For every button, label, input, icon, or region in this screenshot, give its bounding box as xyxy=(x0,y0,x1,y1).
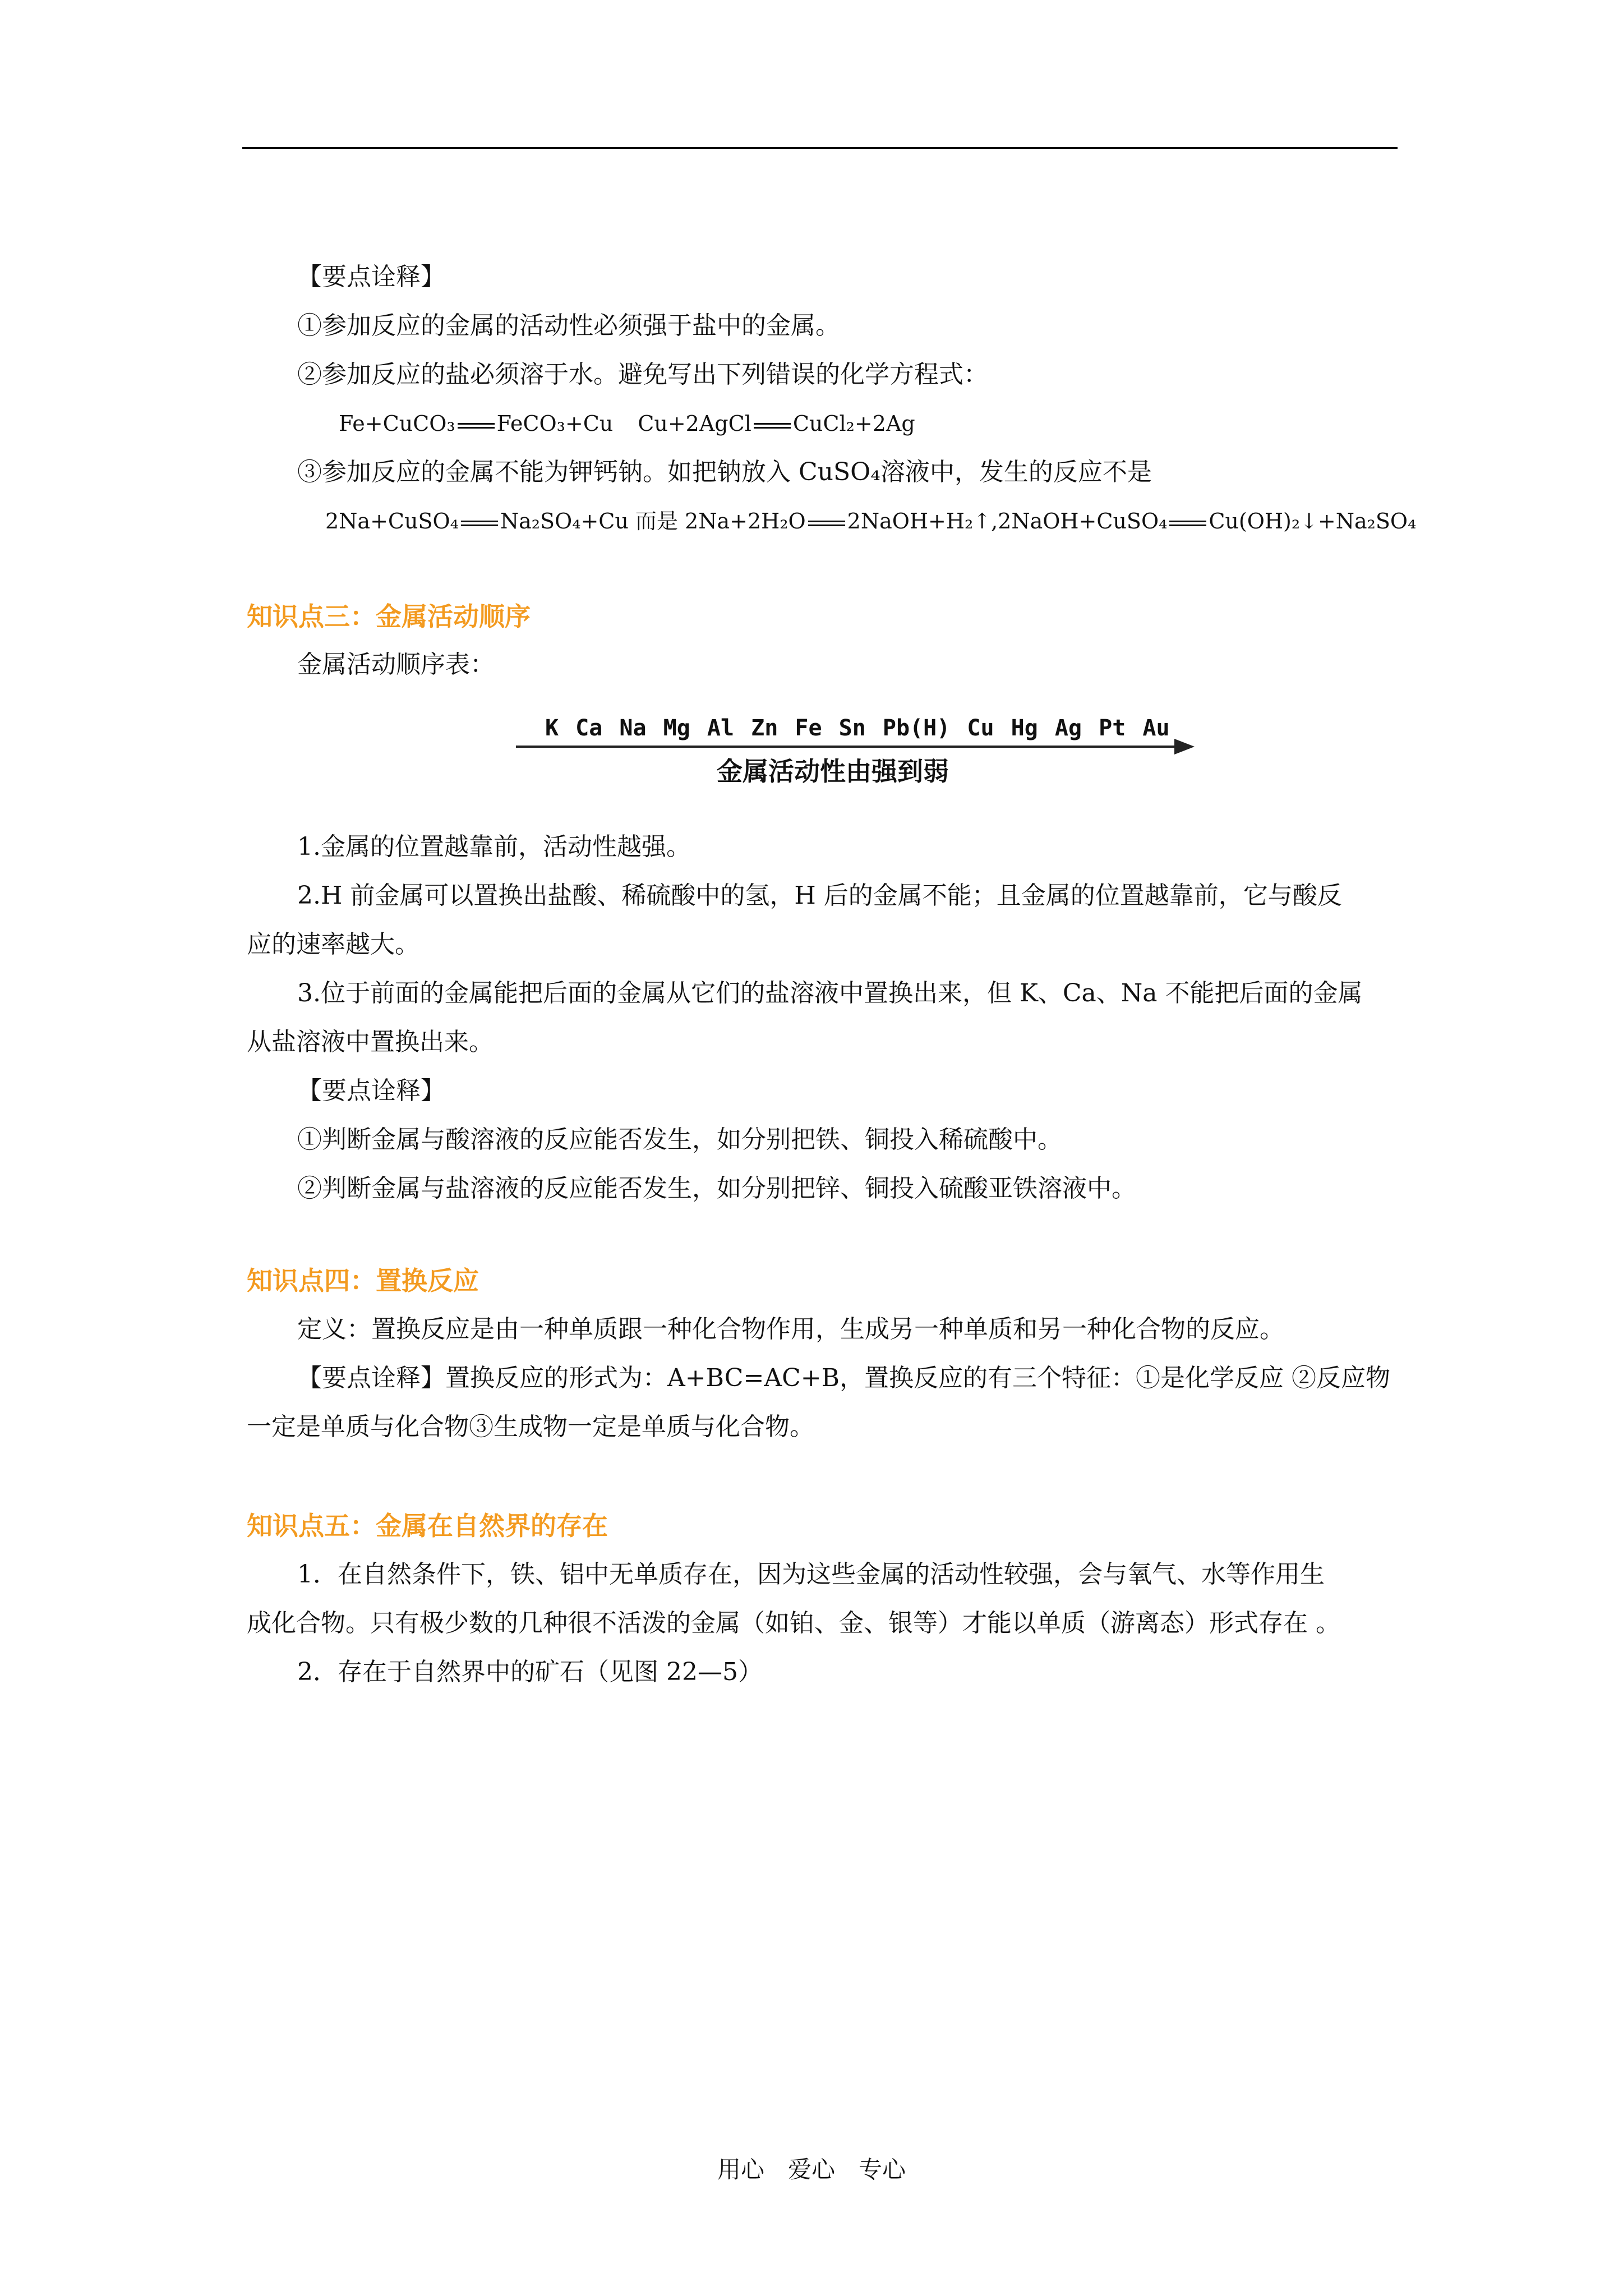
equation-na-h2o-right: 2NaOH+H₂↑, xyxy=(847,509,998,533)
equation-cu-agcl-left: Cu+2AgCl xyxy=(638,411,751,436)
wrong-equations xyxy=(339,407,915,440)
rule-3-line-a: 3.位于前面的金属能把后面的金属从它们的盐溶液中置换出来，但 K、Ca、Na 不能把后面的金属 xyxy=(297,979,1363,1007)
activity-table-label: 金属活动顺序表： xyxy=(297,650,495,679)
rule-3-line-b: 从盐溶液中置换出来。 xyxy=(247,1028,494,1056)
rule-2-line-a: 2.H 前金属可以置换出盐酸、稀硫酸中的氢，H 后的金属不能；且金属的位置越靠前，它与酸反 xyxy=(297,881,1342,910)
equation-naoh-cuso4-left: 2NaOH+CuSO₄ xyxy=(998,509,1168,533)
activity-arrow-caption: 金属活动性由强到弱 xyxy=(717,756,949,786)
equation-na-h2o-left: 2Na+2H₂O xyxy=(685,509,806,533)
header-rule xyxy=(242,147,1398,149)
equals-sign xyxy=(754,423,791,429)
section-4-notes-line-a: 【要点诠释】置换反应的形式为：A+BC=AC+B，置换反应的有三个特征：①是化学反应 ②反应物 xyxy=(297,1364,1390,1392)
notes-title: 【要点诠释】 xyxy=(297,263,445,291)
rule-2-line-b: 应的速率越大。 xyxy=(247,930,419,959)
rule-1: 1.金属的位置越靠前，活动性越强。 xyxy=(297,832,691,861)
note-item-1: ①参加反应的金属的活动性必须强于盐中的金属。 xyxy=(297,311,840,340)
section-3-note-1: ①判断金属与酸溶液的反应能否发生，如分别把铁、铜投入稀硫酸中。 xyxy=(297,1125,1062,1154)
equation-naoh-cuso4-right: Cu(OH)₂↓+Na₂SO₄ xyxy=(1209,509,1417,533)
equation-na-cuso4-left: 2Na+CuSO₄ xyxy=(325,509,459,533)
equation-cu-agcl-right: CuCl₂+2Ag xyxy=(792,411,915,436)
section-3-heading: 知识点三：金属活动顺序 xyxy=(247,601,531,632)
metal-activity-series: K Ca Na Mg Al Zn Fe Sn Pb(H) Cu Hg Ag Pt Au xyxy=(545,715,1170,741)
page-footer: 用心 爱心 专心 xyxy=(717,2156,906,2183)
section-3-note-2: ②判断金属与盐溶液的反应能否发生，如分别把锌、铜投入硫酸亚铁溶液中。 xyxy=(297,1174,1136,1203)
section-5-p2: 2．存在于自然界中的矿石（见图 22—5） xyxy=(297,1658,763,1686)
equals-sign xyxy=(461,521,498,526)
equation-fe-cuco3-right: FeCO₃+Cu xyxy=(496,411,614,436)
equals-sign xyxy=(808,521,845,526)
connector-text: 而是 xyxy=(628,509,685,533)
equals-sign xyxy=(458,423,495,429)
equation-na-cuso4-right: Na₂SO₄+Cu xyxy=(500,509,629,533)
note-item-3: ③参加反应的金属不能为钾钙钠。如把钠放入 CuSO₄溶液中，发生的反应不是 xyxy=(297,458,1152,486)
activity-arrow-line xyxy=(516,746,1178,748)
equals-sign xyxy=(1169,521,1206,526)
section-4-notes-line-b: 一定是单质与化合物③生成物一定是单质与化合物。 xyxy=(247,1412,814,1441)
section-4-heading: 知识点四：置换反应 xyxy=(247,1266,479,1296)
equation-fe-cuco3-left: Fe+CuCO₃ xyxy=(339,411,455,436)
note-item-2: ②参加反应的盐必须溶于水。避免写出下列错误的化学方程式： xyxy=(297,360,988,389)
sodium-equations xyxy=(325,504,1416,538)
section-5-p1-line-b: 成化合物。只有极少数的几种很不活泼的金属（如铂、金、银等）才能以单质（游离态）形式存在 。 xyxy=(247,1609,1340,1637)
notes-title: 【要点诠释】 xyxy=(297,1076,445,1105)
arrow-right-icon xyxy=(1174,739,1195,754)
section-5-p1-line-a: 1．在自然条件下，铁、铝中无单质存在，因为这些金属的活动性较强，会与氧气、水等作用生 xyxy=(297,1560,1325,1589)
replacement-reaction-definition: 定义：置换反应是由一种单质跟一种化合物作用，生成另一种单质和另一种化合物的反应。 xyxy=(297,1315,1284,1343)
section-5-heading: 知识点五：金属在自然界的存在 xyxy=(247,1511,608,1541)
